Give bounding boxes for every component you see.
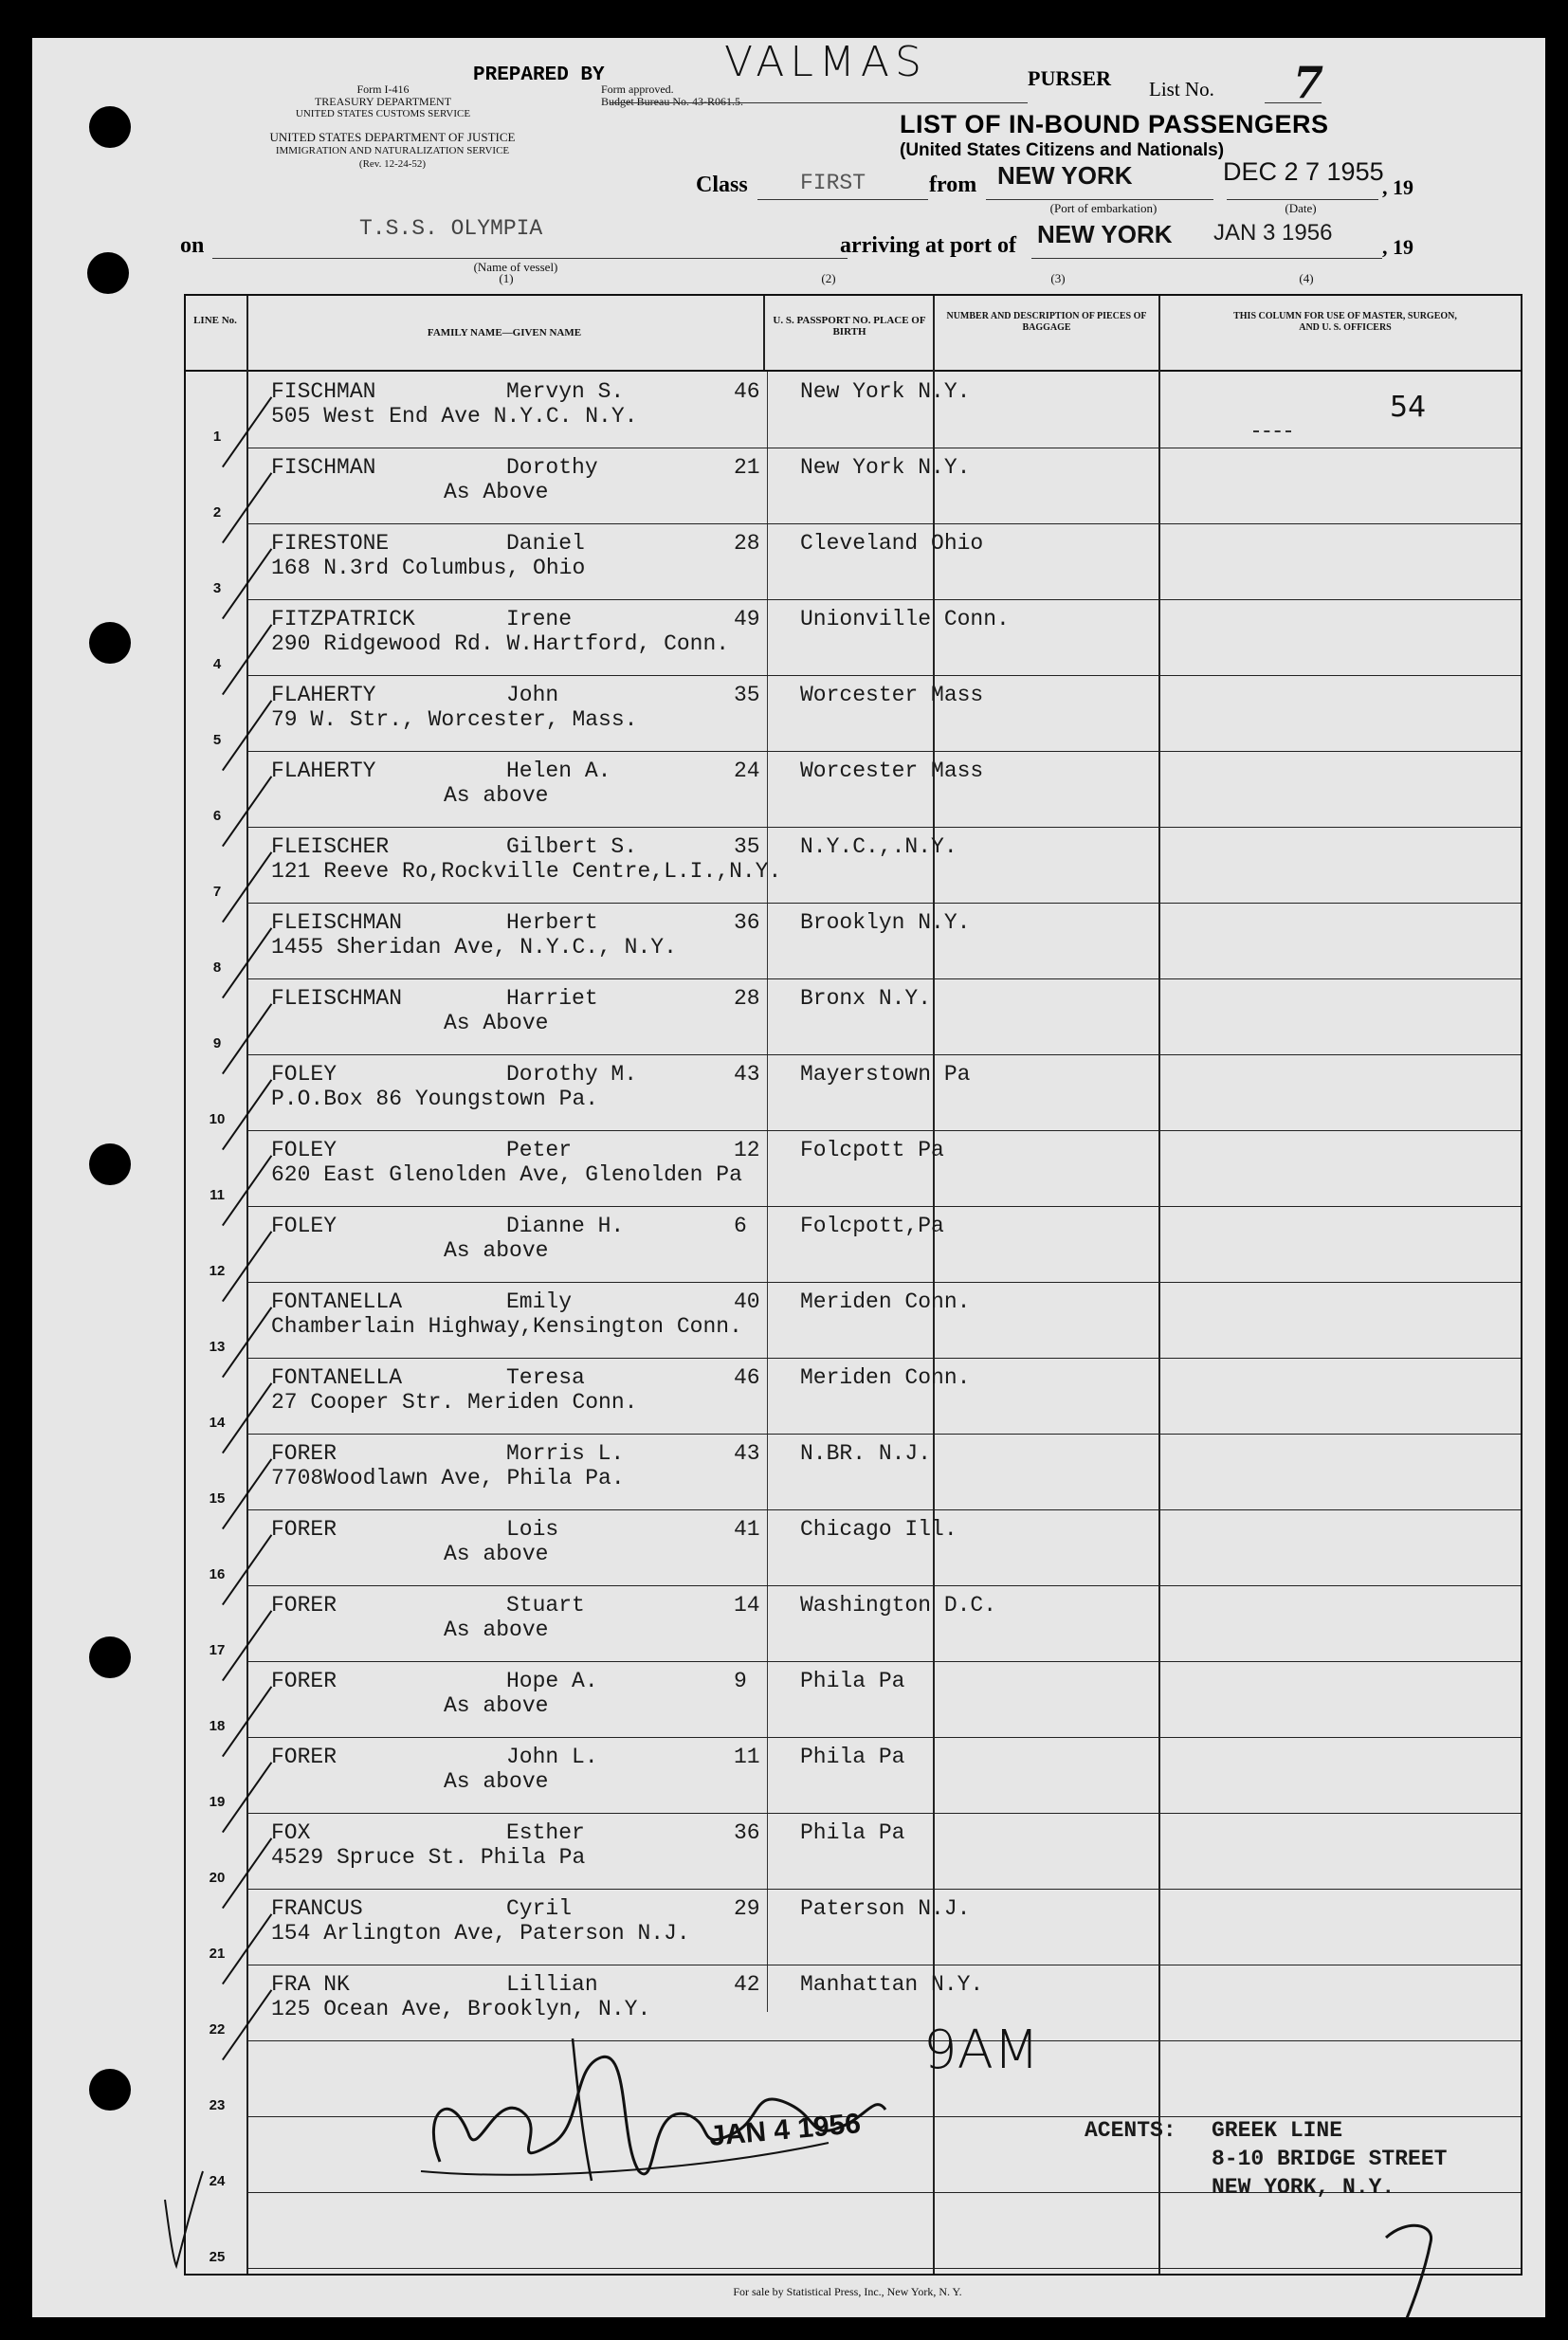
place-of-birth: Paterson N.J. — [800, 1896, 971, 1921]
vessel-fill-line — [212, 258, 848, 259]
address: 4529 Spruce St. Phila Pa — [271, 1845, 586, 1870]
agents-label: ACENTS: — [1085, 2118, 1176, 2143]
place-of-birth: New York N.Y. — [800, 455, 971, 480]
line-number: 24 — [209, 2173, 226, 2189]
family-name: FOLEY — [271, 1214, 337, 1238]
list-no-label: List No. — [1149, 78, 1214, 101]
line-number: 10 — [209, 1111, 226, 1127]
given-name: Emily — [506, 1289, 573, 1314]
place-of-birth: Phila Pa — [800, 1820, 905, 1845]
line-number: 18 — [209, 1718, 226, 1734]
list-title: LIST OF IN-BOUND PASSENGERS — [900, 110, 1329, 138]
row-divider — [246, 1130, 1521, 1131]
check-mark-margin — [155, 2162, 212, 2276]
date-caption: (Date) — [1285, 201, 1317, 215]
given-name: Cyril — [506, 1896, 573, 1921]
row-divider — [246, 1282, 1521, 1283]
place-of-birth: Folcpott,Pa — [800, 1214, 944, 1238]
family-name: FRANCUS — [271, 1896, 363, 1921]
year-suffix-1: , 19 — [1382, 175, 1413, 199]
age: 35 — [734, 834, 760, 859]
row-divider — [246, 523, 1521, 524]
line-number: 8 — [212, 960, 222, 976]
time-note: 9AM — [923, 2020, 1040, 2081]
address: 121 Reeve Ro,Rockville Centre,L.I.,N.Y. — [271, 859, 782, 884]
age: 46 — [734, 379, 760, 404]
line-number: 5 — [212, 732, 222, 748]
col-header-name: FAMILY NAME—GIVEN NAME — [427, 327, 582, 338]
given-name: Gilbert S. — [506, 834, 638, 859]
line-number: 23 — [209, 2097, 226, 2113]
approval-text: Form approved. — [601, 82, 674, 96]
family-name: FLEISCHER — [271, 834, 390, 859]
line-number: 14 — [209, 1415, 226, 1431]
year-suffix-2: , 19 — [1382, 235, 1413, 259]
footer-imprint: For sale by Statistical Press, Inc., New York, N. Y. — [733, 2285, 962, 2298]
binder-hole — [89, 622, 131, 664]
place-of-birth: N.BR. N.J. — [800, 1441, 932, 1466]
given-name: John L. — [506, 1745, 598, 1769]
line-number: 20 — [209, 1870, 226, 1886]
family-name: FLEISCHMAN — [271, 910, 403, 935]
arrival-fill-line — [1031, 258, 1382, 259]
line-number: 12 — [209, 1263, 226, 1279]
row-divider — [246, 1889, 1521, 1890]
col-header-officers: THIS COLUMN FOR USE OF MASTER, SURGEON, AND U. S. OFFICERS — [1233, 311, 1457, 333]
given-name: Daniel — [506, 531, 585, 556]
line-number: 15 — [209, 1490, 226, 1507]
form-id-block — [222, 83, 544, 120]
purser-fill-line — [611, 102, 1028, 103]
address: 620 East Glenolden Ave, Glenolden Pa — [271, 1162, 742, 1187]
family-name: FOLEY — [271, 1138, 337, 1162]
age: 46 — [734, 1365, 760, 1390]
purser-name: VALMAS — [724, 38, 927, 86]
age: 35 — [734, 683, 760, 707]
given-name: Lillian — [506, 1972, 598, 1997]
col-sep-baggage — [1158, 296, 1160, 2274]
address: 290 Ridgewood Rd. W.Hartford, Conn. — [271, 631, 730, 656]
officer-note: 54 — [1390, 391, 1427, 424]
margin-mark — [1378, 2209, 1454, 2323]
row-divider — [246, 1813, 1521, 1814]
line-number: 4 — [212, 656, 222, 672]
place-of-birth: New York N.Y. — [800, 379, 971, 404]
caption-3: (3) — [1050, 271, 1066, 285]
family-name: FORER — [271, 1441, 337, 1466]
line-number: 25 — [209, 2249, 226, 2265]
address: As above — [444, 1618, 549, 1642]
on-label: on — [180, 233, 205, 258]
address: P.O.Box 86 Youngstown Pa. — [271, 1087, 599, 1111]
line-number: 13 — [209, 1339, 226, 1355]
line-number: 19 — [209, 1794, 226, 1810]
address: Chamberlain Highway,Kensington Conn. — [271, 1314, 742, 1339]
class-value: FIRST — [800, 171, 866, 195]
received-stamp-date: JAN 4 1956 — [707, 2108, 863, 2152]
family-name: FLAHERTY — [271, 759, 376, 783]
given-name: Esther — [506, 1820, 585, 1845]
col-sep-line — [246, 296, 248, 2274]
age: 43 — [734, 1441, 760, 1466]
age: 9 — [734, 1669, 747, 1693]
line-number: 6 — [212, 808, 222, 824]
col-header-birth: U. S. PASSPORT NO. PLACE OF BIRTH — [773, 315, 926, 338]
prepared-by-label: PREPARED BY — [473, 64, 605, 86]
family-name: FLEISCHMAN — [271, 986, 403, 1011]
line-number: 22 — [209, 2021, 226, 2038]
row-divider — [246, 1509, 1521, 1510]
family-name: FORER — [271, 1517, 337, 1542]
place-of-birth: Worcester Mass — [800, 683, 984, 707]
address: As above — [444, 1693, 549, 1718]
age: 36 — [734, 910, 760, 935]
row-divider — [246, 675, 1521, 676]
class-label: Class — [696, 173, 748, 197]
given-name: Dianne H. — [506, 1214, 625, 1238]
customs-service: UNITED STATES CUSTOMS SERVICE — [295, 108, 471, 119]
given-name: Dorothy — [506, 455, 598, 480]
place-of-birth: Chicago Ill. — [800, 1517, 957, 1542]
line-number: 3 — [212, 580, 222, 596]
row-divider — [246, 827, 1521, 828]
family-name: FORER — [271, 1669, 337, 1693]
address: 27 Cooper Str. Meriden Conn. — [271, 1390, 638, 1415]
header-divider — [186, 370, 1521, 372]
from-label: from — [929, 173, 977, 197]
family-name: FONTANELLA — [271, 1365, 403, 1390]
manifest-sheet — [32, 38, 1545, 2317]
address: As Above — [444, 1011, 549, 1035]
address: 154 Arlington Ave, Paterson N.J. — [271, 1921, 690, 1946]
row-divider — [246, 1054, 1521, 1055]
age: 29 — [734, 1896, 760, 1921]
doj-block — [184, 131, 601, 171]
line-number: 21 — [209, 1946, 226, 1962]
given-name: Herbert — [506, 910, 598, 935]
address: As above — [444, 1238, 549, 1263]
caption-1: (1) — [499, 271, 514, 285]
given-name: Lois — [506, 1517, 559, 1542]
family-name: FORER — [271, 1593, 337, 1618]
given-name: Harriet — [506, 986, 598, 1011]
given-name: Irene — [506, 607, 573, 631]
family-name: FRA NK — [271, 1972, 350, 1997]
agents-line-2: 8-10 BRIDGE STREET — [1212, 2147, 1448, 2171]
vessel-name: T.S.S. OLYMPIA — [359, 216, 543, 241]
place-of-birth: Unionville Conn. — [800, 607, 1010, 631]
given-name: Dorothy M. — [506, 1062, 638, 1087]
from-fill-line — [986, 199, 1213, 200]
age: 6 — [734, 1214, 747, 1238]
binder-hole — [89, 1143, 131, 1185]
place-of-birth: Mayerstown Pa — [800, 1062, 971, 1087]
family-name: FOLEY — [271, 1062, 337, 1087]
list-subtitle: (United States Citizens and Nationals) — [900, 140, 1225, 160]
address: 1455 Sheridan Ave, N.Y.C., N.Y. — [271, 935, 677, 960]
doj-text: UNITED STATES DEPARTMENT OF JUSTICE — [269, 130, 516, 144]
approval-block — [601, 83, 810, 108]
family-name: FISCHMAN — [271, 455, 376, 480]
given-name: Mervyn S. — [506, 379, 625, 404]
address: As Above — [444, 480, 549, 504]
line-number: 7 — [212, 884, 222, 900]
age: 24 — [734, 759, 760, 783]
col-header-baggage: NUMBER AND DESCRIPTION OF PIECES OF BAGGAGE — [946, 311, 1147, 333]
from-port: NEW YORK — [997, 161, 1133, 190]
revision-text: (Rev. 12-24-52) — [358, 158, 427, 170]
arrival-date: JAN 3 1956 — [1213, 220, 1333, 246]
line-number: 2 — [212, 504, 222, 521]
age: 49 — [734, 607, 760, 631]
family-name: FORER — [271, 1745, 337, 1769]
row-divider — [246, 1737, 1521, 1738]
ins-text: IMMIGRATION AND NATURALIZATION SERVICE — [275, 145, 510, 156]
age: 40 — [734, 1289, 760, 1314]
place-of-birth: Cleveland Ohio — [800, 531, 984, 556]
row-divider — [246, 1585, 1521, 1586]
line-number: 9 — [212, 1035, 222, 1051]
place-of-birth: Phila Pa — [800, 1669, 905, 1693]
given-name: Peter — [506, 1138, 573, 1162]
place-of-birth: Meriden Conn. — [800, 1365, 971, 1390]
caption-4: (4) — [1299, 271, 1314, 285]
address: As above — [444, 1542, 549, 1566]
place-of-birth: Brooklyn N.Y. — [800, 910, 971, 935]
family-name: FLAHERTY — [271, 683, 376, 707]
row-divider — [246, 1358, 1521, 1359]
address: 7708Woodlawn Ave, Phila Pa. — [271, 1466, 625, 1490]
family-name: FIRESTONE — [271, 531, 390, 556]
address: 79 W. Str., Worcester, Mass. — [271, 707, 638, 732]
place-of-birth: Manhattan N.Y. — [800, 1972, 984, 1997]
age: 14 — [734, 1593, 760, 1618]
place-of-birth: Meriden Conn. — [800, 1289, 971, 1314]
family-name: FITZPATRICK — [271, 607, 415, 631]
age: 42 — [734, 1972, 760, 1997]
embark-caption: (Port of embarkation) — [1049, 201, 1158, 215]
line-number: 17 — [209, 1642, 226, 1658]
row-divider — [246, 599, 1521, 600]
age: 36 — [734, 1820, 760, 1845]
class-fill-line — [757, 199, 928, 200]
address: 125 Ocean Ave, Brooklyn, N.Y. — [271, 1997, 651, 2021]
age: 21 — [734, 455, 760, 480]
given-name: Morris L. — [506, 1441, 625, 1466]
line-number: 11 — [210, 1187, 225, 1203]
place-of-birth: Folcpott Pa — [800, 1138, 944, 1162]
row-divider — [246, 903, 1521, 904]
family-name: FONTANELLA — [271, 1289, 403, 1314]
treasury-department: TREASURY DEPARTMENT — [314, 95, 452, 108]
agents-line-3: NEW YORK, N.Y. — [1212, 2175, 1395, 2200]
place-of-birth: N.Y.C.,.N.Y. — [800, 834, 957, 859]
place-of-birth: Worcester Mass — [800, 759, 984, 783]
row-divider — [246, 1434, 1521, 1435]
age: 41 — [734, 1517, 760, 1542]
address: As above — [444, 1769, 549, 1794]
arrival-port: NEW YORK — [1037, 220, 1173, 248]
row-divider — [246, 2268, 1521, 2269]
given-name: Teresa — [506, 1365, 585, 1390]
purser-label: PURSER — [1028, 66, 1112, 90]
col-header-line: LINE No. — [193, 315, 237, 326]
embark-date: DEC 2 7 1955 — [1223, 157, 1384, 186]
caption-2: (2) — [821, 271, 836, 285]
line-number: 16 — [209, 1566, 226, 1582]
given-name: John — [506, 683, 559, 707]
age: 11 — [734, 1745, 760, 1769]
col-sep-name — [763, 296, 765, 370]
place-of-birth: Bronx N.Y. — [800, 986, 932, 1011]
row-divider — [246, 1206, 1521, 1207]
family-name: FISCHMAN — [271, 379, 376, 404]
binder-hole — [89, 2069, 131, 2111]
binder-hole — [87, 252, 129, 294]
row-divider — [246, 751, 1521, 752]
address: 505 West End Ave N.Y.C. N.Y. — [271, 404, 638, 429]
line-number: 1 — [212, 429, 222, 445]
given-name: Helen A. — [506, 759, 611, 783]
age: 43 — [734, 1062, 760, 1087]
age: 12 — [734, 1138, 760, 1162]
given-name: Hope A. — [506, 1669, 598, 1693]
form-number: Form I-416 — [356, 82, 410, 96]
given-name: Stuart — [506, 1593, 585, 1618]
binder-hole — [89, 106, 131, 148]
family-name: FOX — [271, 1820, 311, 1845]
binder-hole — [89, 1636, 131, 1678]
row-divider — [246, 1661, 1521, 1662]
date-fill-line — [1227, 199, 1378, 200]
vessel-caption: (Name of vessel) — [473, 260, 558, 274]
place-of-birth: Phila Pa — [800, 1745, 905, 1769]
budget-bureau: Budget Bureau No. 43-R061.5. — [601, 95, 743, 108]
list-number: 7 — [1293, 57, 1324, 108]
arriving-label: arriving at port of — [840, 233, 1016, 258]
place-of-birth: Washington D.C. — [800, 1593, 997, 1618]
address: 168 N.3rd Columbus, Ohio — [271, 556, 586, 580]
row-divider — [246, 978, 1521, 979]
officer-mark — [1253, 430, 1291, 432]
agents-line-1: GREEK LINE — [1212, 2118, 1343, 2143]
address: As above — [444, 783, 549, 808]
age-divider — [767, 372, 768, 2012]
age: 28 — [734, 531, 760, 556]
age: 28 — [734, 986, 760, 1011]
